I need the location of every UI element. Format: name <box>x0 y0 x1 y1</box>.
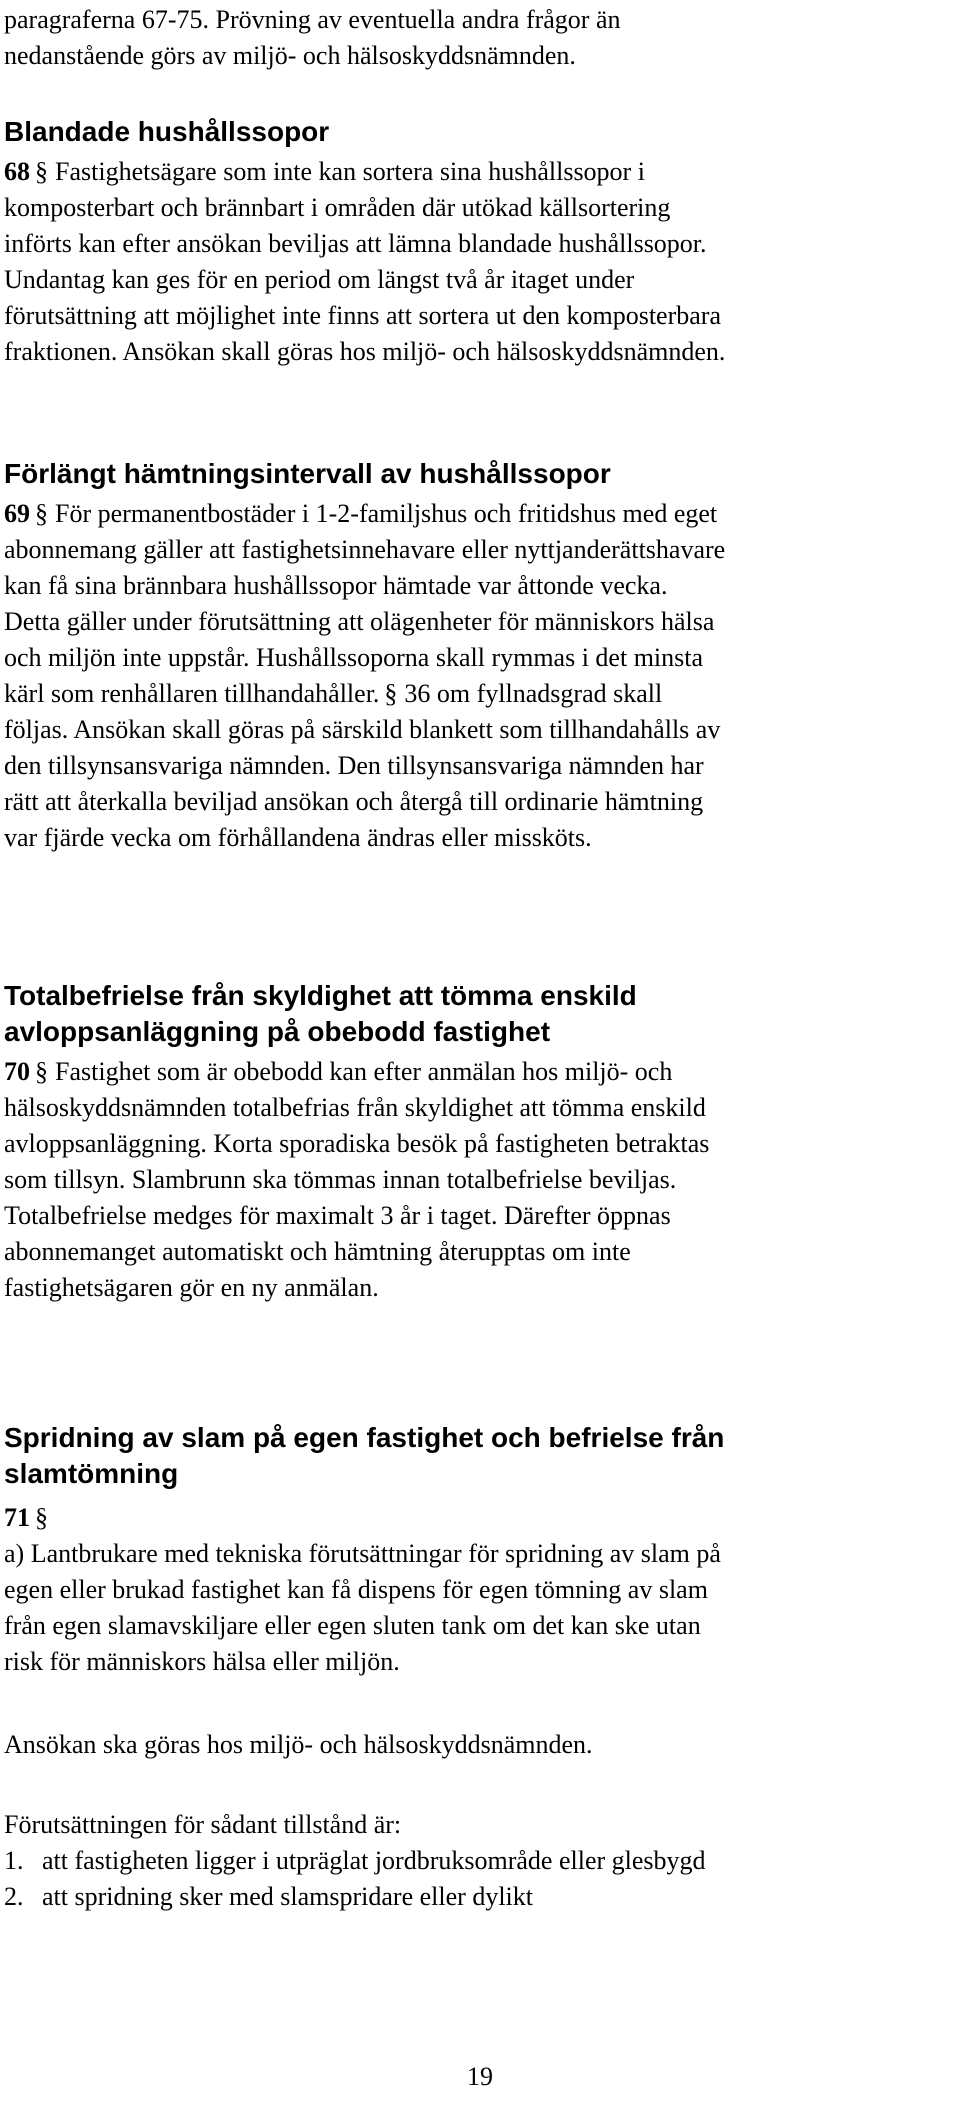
text-line: nedanstående görs av miljö- och hälsoskyddsnämnden. <box>4 41 576 70</box>
text-span: Fastighetsägare som inte kan sortera sina hushållssopor i <box>55 157 645 186</box>
text-line <box>4 1500 956 1536</box>
text-line: fastighetsägaren gör en ny anmälan. <box>4 1273 379 1302</box>
text-line: Undantag kan ges för en period om längst två år itaget under <box>4 265 635 294</box>
section-heading-totalbefrielse <box>4 978 956 1050</box>
section-symbol: § <box>35 1503 48 1532</box>
heading-line: Spridning av slam på egen fastighet och befrielse från <box>4 1422 725 1453</box>
text-line: rätt att återkalla beviljad ansökan och återgå till ordinarie hämtning <box>4 787 704 816</box>
text-line: avloppsanläggning. Korta sporadiska besök på fastigheten betraktas <box>4 1129 710 1158</box>
section-number: 68 <box>4 157 30 186</box>
section-heading-forlangt: Förlängt hämtningsintervall av hushållssopor <box>4 458 611 489</box>
text-line: abonnemanget automatiskt och hämtning återupptas om inte <box>4 1237 631 1266</box>
heading-line: avloppsanläggning på obebodd fastighet <box>4 1016 551 1047</box>
section-symbol: § <box>35 1057 48 1086</box>
text-line: och miljön inte uppstår. Hushållssoporna skall rymmas i det minsta <box>4 643 704 672</box>
section-number: 69 <box>4 499 30 528</box>
list-text: att spridning sker med slamspridare eller dylikt <box>42 1882 533 1911</box>
text-line: kan få sina brännbara hushållssopor hämtade var åttonde vecka. <box>4 571 668 600</box>
text-line: Totalbefrielse medges för maximalt 3 år i taget. Därefter öppnas <box>4 1201 671 1230</box>
text-line <box>4 676 956 712</box>
list-item <box>4 1879 956 1915</box>
section-number: 71 <box>4 1503 30 1532</box>
heading-line: slamtömning <box>4 1458 179 1489</box>
text-line: paragraferna 67-75. Prövning av eventuella andra frågor än <box>4 5 621 34</box>
text-span: 36 om fyllnadsgrad skall <box>404 679 663 708</box>
heading-line: Totalbefrielse från skyldighet att tömma enskild <box>4 980 637 1011</box>
text-line: följas. Ansökan skall göras på särskild blankett som tillhandahålls av <box>4 715 721 744</box>
section-symbol: § <box>35 157 48 186</box>
text-line <box>4 154 956 190</box>
list-item <box>4 1843 956 1879</box>
text-line: fraktionen. Ansökan skall göras hos miljö- och hälsoskyddsnämnden. <box>4 337 726 366</box>
text-line: som tillsyn. Slambrunn ska tömmas innan totalbefrielse beviljas. <box>4 1165 677 1194</box>
text-line: egen eller brukad fastighet kan få dispens för egen tömning av slam <box>4 1575 708 1604</box>
text-line <box>4 1054 956 1090</box>
section-71-body <box>4 1500 956 1680</box>
section-symbol: § <box>384 679 398 708</box>
section-69-body <box>4 496 956 856</box>
text-line: Detta gäller under förutsättning att olägenheter för människors hälsa <box>4 607 715 636</box>
text-span: För permanentbostäder i 1-2-familjshus och fritidshus med eget <box>55 499 718 528</box>
text-line: komposterbart och brännbart i områden där utökad källsortering <box>4 193 671 222</box>
page-number: 19 <box>467 2062 493 2091</box>
conditions-block <box>4 1807 956 1915</box>
text-span: Fastighet som är obebodd kan efter anmälan hos miljö- och <box>55 1057 673 1086</box>
text-line: hälsoskyddsnämnden totalbefrias från skyldighet att tömma enskild <box>4 1093 706 1122</box>
section-heading-blandade: Blandade hushållssopor <box>4 116 330 147</box>
text-line: från egen slamavskiljare eller egen sluten tank om det kan ske utan <box>4 1611 701 1640</box>
section-68-body <box>4 154 956 370</box>
intro-paragraph <box>4 2 956 74</box>
list-text: att fastigheten ligger i utpräglat jordbruksområde eller glesbygd <box>42 1846 706 1875</box>
text-line: införts kan efter ansökan beviljas att lämna blandade hushållssopor. <box>4 229 707 258</box>
text-line: a) Lantbrukare med tekniska förutsättningar för spridning av slam på <box>4 1539 721 1568</box>
application-note: Ansökan ska göras hos miljö- och hälsoskyddsnämnden. <box>4 1730 593 1759</box>
section-70-body <box>4 1054 956 1306</box>
conditions-intro: Förutsättningen för sådant tillstånd är: <box>4 1810 402 1839</box>
list-number: 1. <box>4 1846 24 1875</box>
section-number: 70 <box>4 1057 30 1086</box>
list-number: 2. <box>4 1882 24 1911</box>
text-line: risk för människors hälsa eller miljön. <box>4 1647 400 1676</box>
text-line: abonnemang gäller att fastighetsinnehavare eller nyttjanderättshavare <box>4 535 726 564</box>
text-line <box>4 496 956 532</box>
section-heading-spridning <box>4 1420 956 1492</box>
text-line: förutsättning att möjlighet inte finns att sortera ut den komposterbara <box>4 301 721 330</box>
section-symbol: § <box>35 499 48 528</box>
text-line: den tillsynsansvariga nämnden. Den tillsynsansvariga nämnden har <box>4 751 704 780</box>
text-span: kärl som renhållaren tillhandahåller. <box>4 679 380 708</box>
text-line: var fjärde vecka om förhållandena ändras eller missköts. <box>4 823 592 852</box>
